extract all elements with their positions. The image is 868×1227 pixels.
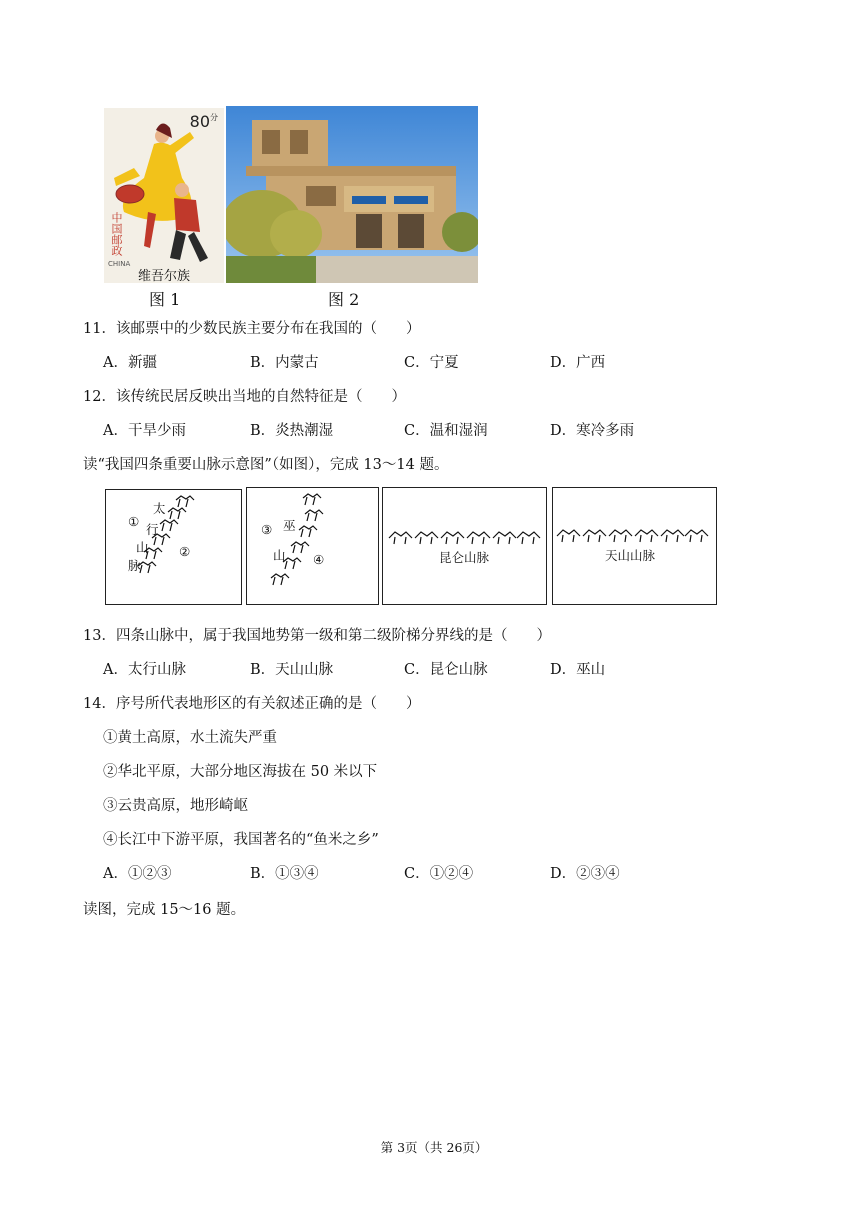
stamp-ethnic-label: 维吾尔族: [138, 265, 190, 283]
q14-statement-4: ④长江中下游平原，我国著名的“鱼米之乡”: [103, 832, 379, 848]
q11-option-b: B．内蒙古: [250, 355, 319, 371]
wushan-marker-4: ④: [313, 552, 325, 567]
kunlun-mountains-box: [382, 487, 547, 605]
kunlun-label: 昆仑山脉: [439, 550, 490, 565]
wushan-mountain-symbols: [247, 488, 378, 604]
taihang-marker-2: ②: [179, 544, 191, 559]
q13-option-d: D．巫山: [550, 662, 606, 678]
wushan-char-2: 山: [273, 548, 286, 563]
taihang-char-1: 太: [153, 501, 166, 516]
question-14-stem: 14．序号所代表地形区的有关叙述正确的是（ ）: [83, 696, 421, 712]
q13-option-a: A．太行山脉: [103, 662, 186, 678]
question-11-stem: 11．该邮票中的少数民族主要分布在我国的（ ）: [83, 321, 421, 337]
dwelling-illustration: [226, 106, 478, 283]
q11-option-a: A．新疆: [103, 355, 157, 371]
stamp-illustration: [104, 108, 224, 283]
tianshan-mountains-box: [552, 487, 717, 605]
taihang-mountain-symbols: [106, 490, 241, 604]
taihang-marker-1: ①: [128, 514, 140, 529]
q14-option-d: D．②③④: [550, 866, 620, 882]
wushan-char-1: 巫: [283, 518, 296, 533]
wushan-mountains-box: [246, 487, 379, 605]
taihang-mountains-box: [105, 489, 242, 605]
question-14-options: [0, 862, 868, 884]
q12-option-a: A．干旱少雨: [103, 423, 186, 439]
q14-option-b: B．①③④: [250, 866, 319, 882]
q14-option-c: C．①②④: [404, 866, 474, 882]
dwelling-photo: [226, 106, 478, 283]
question-13-options: [0, 658, 868, 680]
tianshan-label: 天山山脉: [605, 548, 656, 563]
question-13-stem: 13．四条山脉中，属于我国地势第一级和第二级阶梯分界线的是（ ）: [83, 628, 551, 644]
intro-13-14: 读“我国四条重要山脉示意图”（如图），完成 13～14 题。: [83, 457, 449, 473]
question-12-stem: 12．该传统民居反映出当地的自然特征是（ ）: [83, 389, 406, 405]
q14-statement-1: ①黄土高原，水土流失严重: [103, 730, 277, 746]
intro-15-16: 读图，完成 15～16 题。: [83, 902, 246, 918]
stamp-value: 80: [189, 112, 210, 131]
kunlun-mountain-symbols: [383, 488, 546, 604]
q14-option-a: A．①②③: [103, 866, 172, 882]
figure-1-caption: 图 1: [149, 290, 181, 309]
question-11-options: [0, 351, 868, 373]
stamp-country-cn: 中国邮政: [110, 212, 123, 256]
q12-option-b: B．炎热潮湿: [250, 423, 334, 439]
stamp-country-en: CHINA: [108, 260, 131, 268]
q12-option-c: C．温和湿润: [404, 423, 488, 439]
q14-statement-2: ②华北平原，大部分地区海拔在 50 米以下: [103, 764, 378, 780]
stamp-value-suffix: 分: [210, 113, 218, 122]
q11-option-c: C．宁夏: [404, 355, 459, 371]
taihang-char-2: 行: [146, 522, 159, 537]
taihang-char-4: 脉: [128, 558, 141, 573]
q14-statement-3: ③云贵高原，地形崎岖: [103, 798, 248, 814]
q13-option-c: C．昆仑山脉: [404, 662, 488, 678]
q12-option-d: D．寒冷多雨: [550, 423, 635, 439]
q13-option-b: B．天山山脉: [250, 662, 334, 678]
q11-option-d: D．广西: [550, 355, 606, 371]
taihang-char-3: 山: [136, 540, 149, 555]
stamp-figure: [104, 108, 224, 283]
page-footer: 第 3页（共 26页）: [380, 1140, 488, 1155]
wushan-marker-3: ③: [261, 522, 273, 537]
question-12-options: [0, 419, 868, 441]
figure-2-caption: 图 2: [328, 290, 360, 309]
